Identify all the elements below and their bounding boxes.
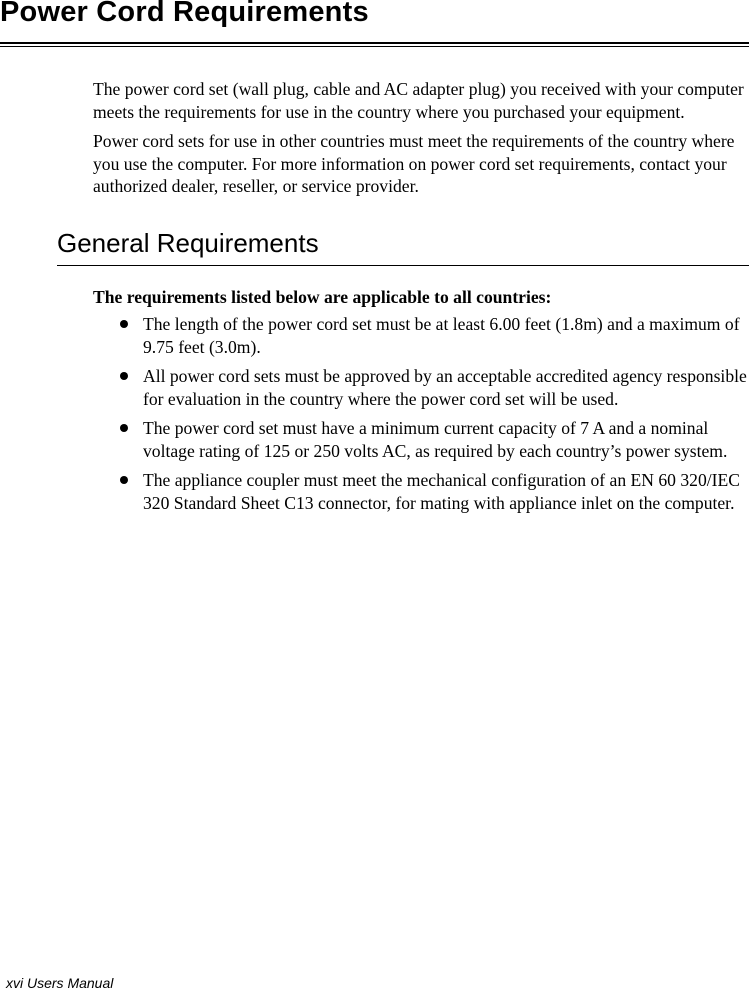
requirements-intro: The requirements listed below are applicable to all countries: <box>93 287 552 307</box>
list-item <box>93 365 749 410</box>
list-item <box>93 313 749 358</box>
list-item <box>93 469 749 514</box>
list-item <box>93 417 749 462</box>
list-item-text: All power cord sets must be approved by an acceptable accredited agency responsible for evaluation in the country where the power cord set will be used. <box>143 366 747 409</box>
title-divider-thin <box>0 46 749 47</box>
section-divider <box>57 265 749 266</box>
list-item-text: The appliance coupler must meet the mechanical configuration of an EN 60 320/IEC 320 Standard Sheet C13 connector, for mating with appliance inlet on the computer. <box>143 470 741 513</box>
list-item-text: The length of the power cord set must be at least 6.00 feet (1.8m) and a maximum of 9.75 feet (3.0m). <box>143 314 740 357</box>
bullet-icon <box>120 320 128 328</box>
intro-paragraph: Power cord sets for use in other countries must meet the requirements of the country where you use the computer. For more information on power cord set requirements, contact your authorized dealer, reseller, or service provider. <box>93 131 735 196</box>
title-divider <box>0 42 749 44</box>
requirements-list <box>93 313 749 521</box>
intro-text <box>93 78 745 205</box>
bullet-icon <box>120 424 128 432</box>
list-item-text: The power cord set must have a minimum current capacity of 7 A and a nominal voltage rating of 125 or 250 volts AC, as required by each country’s power system. <box>143 418 728 461</box>
bullet-icon <box>120 372 128 380</box>
intro-paragraph: The power cord set (wall plug, cable and AC adapter plug) you received with your computer meets the requirements for use in the country where you purchased your equipment. <box>93 79 744 122</box>
bullet-icon <box>120 476 128 484</box>
page-footer: xvi Users Manual <box>6 975 114 991</box>
section-heading: General Requirements <box>57 228 319 258</box>
page-title: Power Cord Requirements <box>0 0 369 28</box>
